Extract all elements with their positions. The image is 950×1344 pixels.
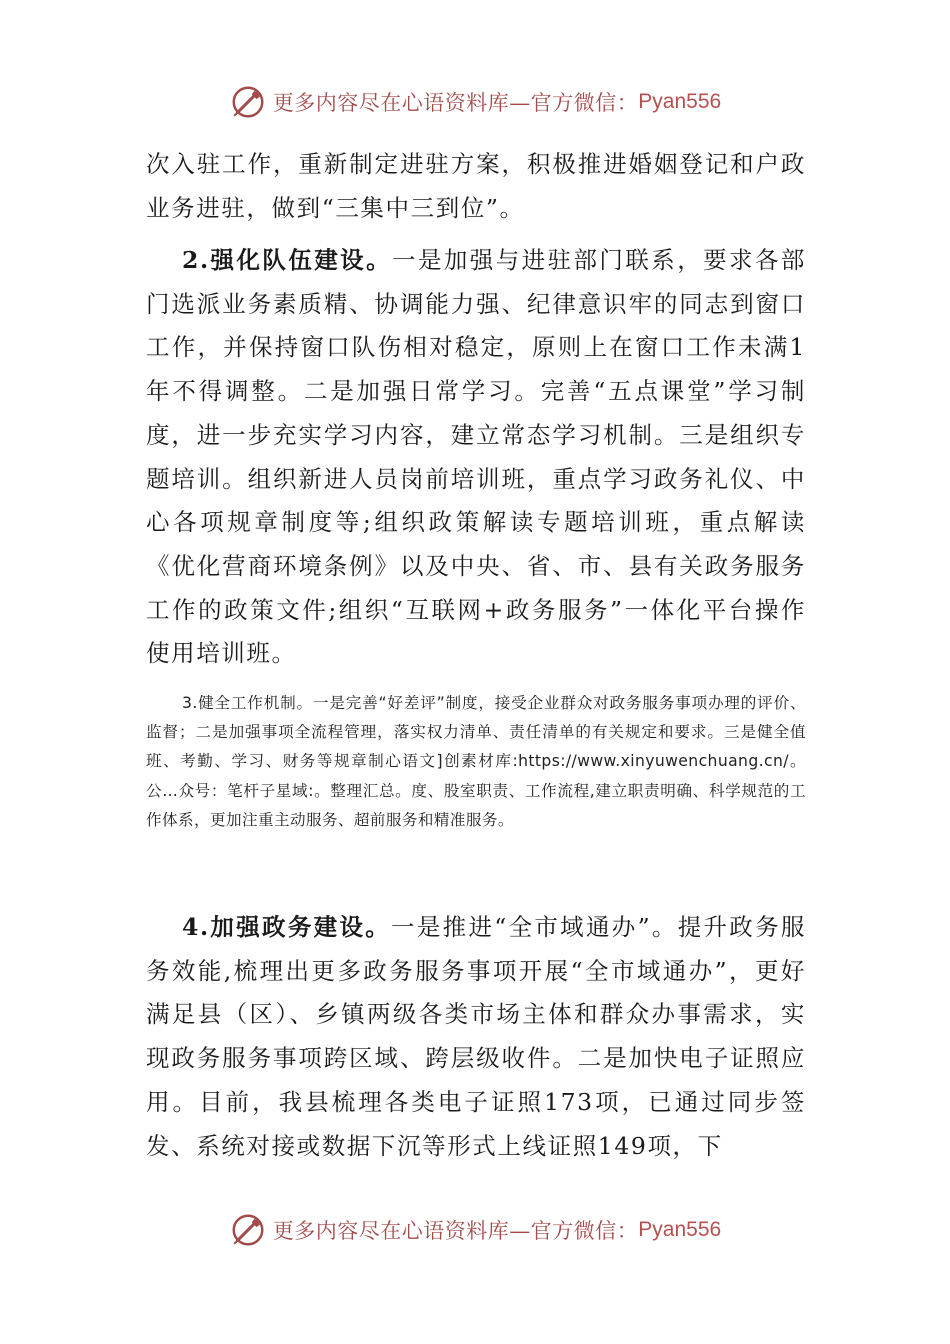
header-banner-account: Pyan556: [638, 90, 722, 113]
pen-logo-icon: [229, 83, 267, 121]
pen-logo-icon: [229, 1211, 267, 1249]
section-3: [146, 689, 806, 835]
paragraph-continuation: [146, 143, 806, 230]
section-2-heading: 2.强化队伍建设。: [182, 246, 393, 274]
paragraph-3: [146, 906, 806, 1168]
section-4: [146, 906, 806, 1168]
section-4-heading: 4.加强政务建设。: [182, 913, 392, 941]
paragraph-1: [146, 239, 806, 676]
footer-banner-account: Pyan556: [638, 1218, 722, 1241]
section-2-body: 一是加强与进驻部门联系，要求各部门选派业务素质精、协调能力强、纪律意识牢的同志到窗口工作，并保持窗口队伤相对稳定，原则上在窗口工作未满1年不得调整。二是加强日常学习。完善“五点课堂”学习制度，进一步充实学习内容，建立常态学习机制。三是组织专题培训。组织新进人员岗前培训班，重点学习政务礼仪、中心各项规章制度等;组织政策解读专题培训班，重点解读《优化营商环境条例》以及中央、省、市、县有关政务服务工作的政策文件;组织“互联网+政务服务”一体化平台操作使用培训班。: [146, 246, 806, 668]
paragraph-0: 次入驻工作，重新制定进驻方案，积极推进婚姻登记和户政业务进驻，做到“三集中三到位”。: [146, 150, 806, 222]
section-4-body: 一是推进“全市域通办”。提升政务服务效能,梳理出更多政务服务事项开展“全市域通办”，更好满足县（区）、乡镇两级各类市场主体和群众办事需求，实现政务服务事项跨区域、跨层级收件。二是加快电子证照应用。目前，我县梳理各类电子证照173项，已通过同步签发、系统对接或数据下沉等形式上线证照149项，下: [146, 913, 806, 1160]
footer-banner: [0, 1210, 950, 1250]
section-2: [146, 239, 806, 676]
paragraph-2: 3.健全工作机制。一是完善“好差评”制度，接受企业群众对政务服务事项办理的评价、监督；二是加强事项全流程管理，落实权力清单、责任清单的有关规定和要求。三是健全值班、考勤、学习、财务等规章制心语文]创素材库:https://www.xinyuwenchuang.cn/。公…众号：笔杆子星域:。整理汇总。度、股室职责、工作流程,建立职责明确、科学规范的工作体系，更加注重主动服务、超前服务和精准服务。: [146, 694, 806, 829]
footer-banner-text: 更多内容尽在心语资料库—官方微信：: [272, 1219, 639, 1243]
header-banner: [0, 82, 950, 122]
header-banner-text: 更多内容尽在心语资料库—官方微信：: [272, 91, 639, 115]
